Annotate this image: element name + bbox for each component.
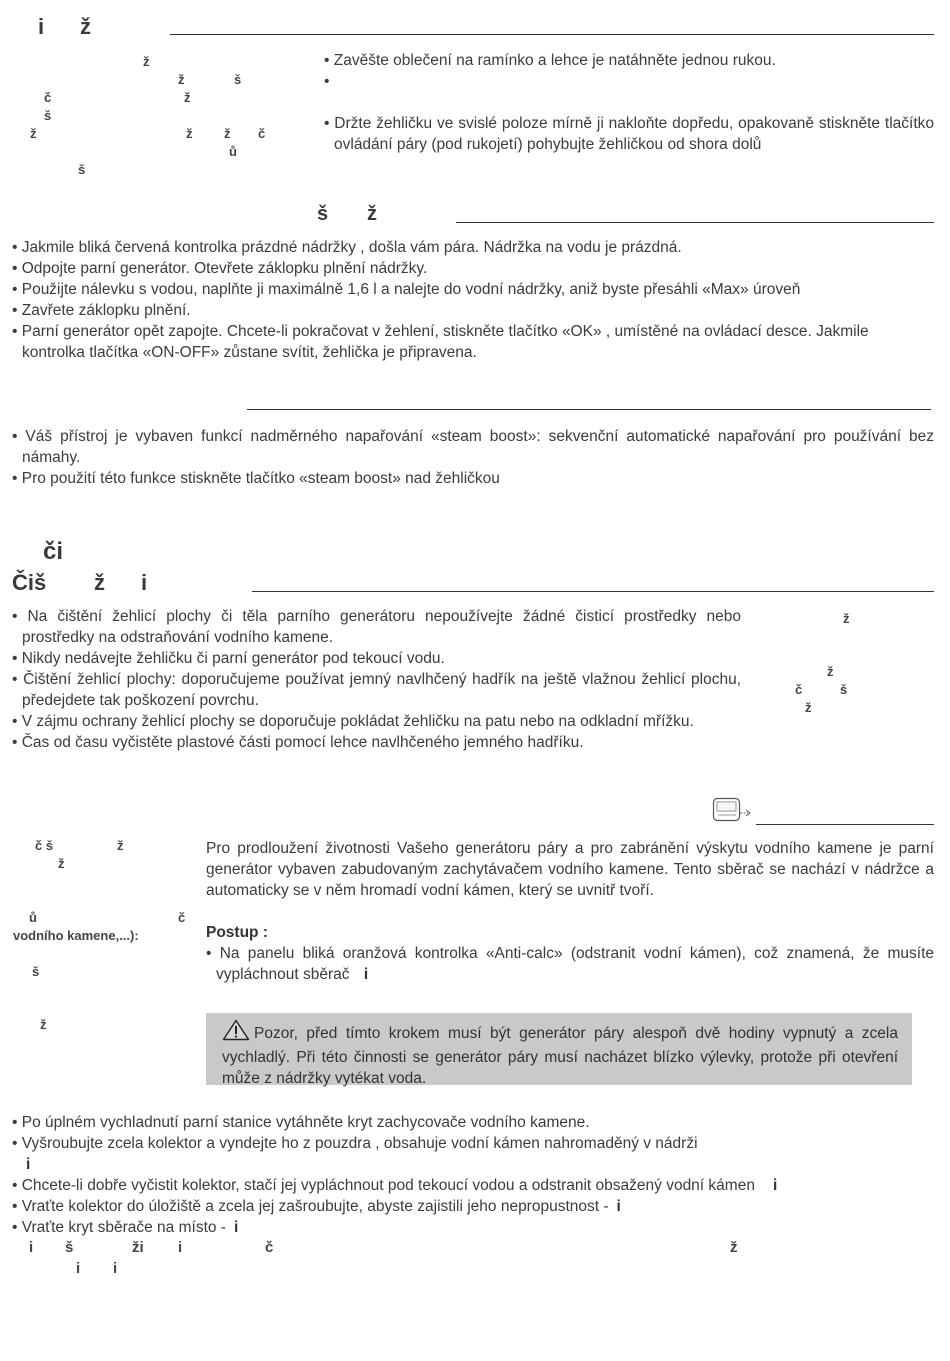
bullet-item: • Pro použití této funkce stiskněte tlačítko «steam boost» nad žehličkou (12, 470, 500, 487)
generator-device-icon (712, 797, 752, 830)
section-ironing-bullets (324, 50, 934, 155)
bottom-fragment: ži (132, 1239, 144, 1256)
section-refill-heading-frag-2: ž (367, 203, 377, 225)
side-fragment: ž (30, 126, 37, 141)
side-fragment: š (840, 682, 848, 697)
bullet-item: • Na čištění žehlicí plochy či těla parního generátoru nepoužívejte žádné čisticí prostředky nebo prostředky na odstraňování vodního kamene. (12, 608, 741, 646)
section-refill-bullets (12, 237, 934, 363)
bullet-item: • Váš přístroj je vybaven funkcí nadměrného napařování «steam boost»: sekvenční automatické napařování pro používání bez námahy. (12, 428, 934, 466)
bottom-fragment: i (29, 1239, 34, 1256)
side-fragment: ž (58, 856, 65, 871)
section-boost-rule (247, 409, 931, 410)
postup-bullet-text: • Na panelu bliká oranžová kontrolka «Anti-calc» (odstranit vodní kámen), což znamená, že musíte vypláchnout sběrač (206, 945, 934, 983)
side-fragment: vodního kamene,...): (13, 928, 139, 943)
bullet-item: • V zájmu ochrany žehlicí plochy se doporučuje pokládat žehličku na patu nebo na odkladní mřížku. (12, 713, 694, 730)
section-refill-heading-frag-1: š (317, 203, 329, 225)
side-fragment: š (78, 162, 86, 177)
side-fragment: č (178, 910, 186, 925)
side-fragment: š (44, 108, 52, 123)
side-fragment: č š (35, 838, 54, 853)
section-scale-intro: Pro prodloužení životnosti Vašeho generátoru páry a pro zabránění výskytu vodního kamene je parní generátor vybaven zabudovaným zachytávačem vodního kamene. Tento sběrač se nachází v nádržce a automaticky se v něm hromadí vodní kámen, který se uvnitř tvoří. (206, 840, 934, 899)
side-fragment: ž (40, 1017, 47, 1032)
section-cleaning-rule (252, 591, 934, 592)
side-fragment: ž (184, 90, 191, 105)
side-fragment: ů (29, 910, 37, 925)
warning-icon (222, 1019, 250, 1047)
side-fragment: š (234, 72, 242, 87)
side-fragment: ž (827, 664, 834, 679)
section-scale-rule (756, 824, 934, 825)
bullet-item: • Odpojte parní generátor. Otevřete záklopku plnění nádržky. (12, 260, 428, 277)
postup-bullet (206, 943, 934, 985)
side-fragment: č (795, 682, 803, 697)
bullet-item: • Jakmile bliká červená kontrolka prázdné nádržky , došla vám pára. Nádržka na vodu je prázdná. (12, 239, 682, 256)
step-item: • Po úplném vychladnutí parní stanice vytáhněte kryt zachycovače vodního kamene. (12, 1114, 590, 1131)
bullet-item: • (324, 73, 330, 90)
section-ironing-heading-frag-1: i (38, 14, 45, 39)
section-boost-bullets (12, 426, 934, 489)
side-fragment: ž (843, 611, 850, 626)
step-item: • Chcete-li dobře vyčistit kolektor, stačí jej vypláchnout pod tekoucí vodou a odstranit obsažený vodní kámen i (12, 1177, 778, 1194)
bottom-fragment: i (113, 1260, 118, 1277)
step-item: • Vyšroubujte zcela kolektor a vyndejte ho z pouzdra , obsahuje vodní kámen nahromaděný v nádrži i (12, 1135, 698, 1173)
bullet-item: • Držte žehličku ve svislé poloze mírně ji nakloňte dopředu, opakovaně stiskněte tlačítko ovládání páry (pod rukojetí) pohybujte žehličkou od shora dolů (324, 115, 934, 153)
warning-box (206, 1013, 912, 1085)
section-refill-rule (456, 222, 934, 223)
step-item: • Vraťte kolektor do úložiště a zcela jej zašroubujte, abyste zajistili jeho nepropustnost - i (12, 1198, 621, 1215)
bottom-fragment: č (265, 1239, 274, 1256)
side-fragment: ž (805, 700, 812, 715)
side-fragment: ž (186, 126, 193, 141)
section-cleaning-heading-frag-2: ž (94, 570, 105, 595)
section-cleaning-title-frag: či (43, 538, 64, 565)
bullet-item: • Zavřete záklopku plnění. (12, 302, 191, 319)
side-fragment: č (44, 90, 52, 105)
section-cleaning-heading-frag-1: Čiš (12, 570, 47, 595)
side-fragment: ů (229, 144, 237, 159)
section-cleaning-bullets (12, 606, 741, 753)
side-fragment: š (32, 964, 40, 979)
bullet-item: • Zavěšte oblečení na ramínko a lehce je natáhněte jednou rukou. (324, 52, 776, 69)
step-item: • Vraťte kryt sběrače na místo - i (12, 1219, 239, 1236)
bullet-item: • Nikdy nedávejte žehličku či parní generátor pod tekoucí vodu. (12, 650, 445, 667)
bottom-fragment: š (65, 1239, 74, 1256)
section-scale-steps (12, 1112, 934, 1238)
side-fragment: ž (178, 72, 185, 87)
bottom-fragment: ž (730, 1239, 738, 1256)
bullet-item: • Použijte nálevku s vodou, naplňte ji maximálně 1,6 l a nalejte do vodní nádržky, aniž byste přesáhli «Max» úroveň (12, 281, 801, 298)
bottom-fragment: i (76, 1260, 81, 1277)
section-ironing-rule (170, 34, 934, 35)
side-fragment: ž (224, 126, 231, 141)
postup-heading: Postup : (206, 924, 268, 941)
side-fragment: ž (117, 838, 124, 853)
bullet-item: • Čištění žehlicí plochy: doporučujeme používat jemný navlhčený hadřík na ještě vlažnou žehlicí plochu, předejdete tak poškození povrchu. (12, 671, 741, 709)
section-cleaning-heading-frag-3: i (141, 570, 148, 595)
section-ironing-heading-frag-2: ž (80, 14, 91, 39)
bullet-item: • Čas od času vyčistěte plastové části pomocí lehce navlhčeného jemného hadříku. (12, 734, 584, 751)
postup-bullet-frag: i (363, 966, 369, 983)
warning-text: Pozor, před tímto krokem musí být generátor páry alespoň dvě hodiny vypnutý a zcela vychladlý. Při této činnosti se generátor páry musí nacházet blízko výlevky, protože při otevření může z nádržky vytékat voda. (222, 1025, 898, 1087)
side-fragment: ž (143, 54, 150, 69)
side-fragment: č (258, 126, 266, 141)
bullet-item: • Parní generátor opět zapojte. Chcete-li pokračovat v žehlení, stiskněte tlačítko «OK» , umístěné na ovládací desce. Jakmile kontrolka tlačítka «ON-OFF» zůstane svítit, žehlička je připravena. (12, 323, 869, 361)
bottom-fragment: i (178, 1239, 183, 1256)
